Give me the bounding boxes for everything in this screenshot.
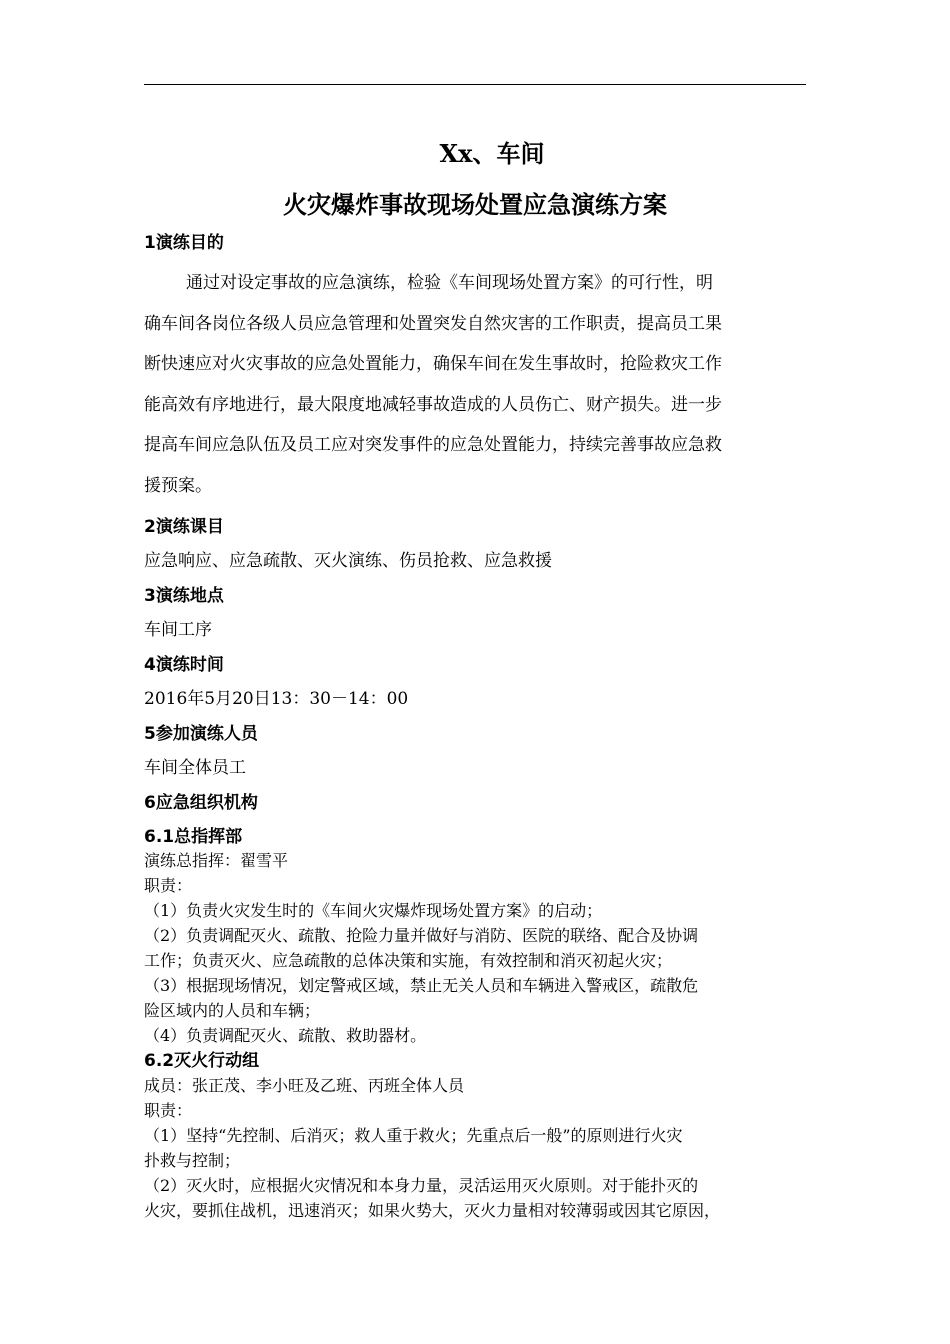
section-6-1-line: （1）负责火灾发生时的《车间火灾爆炸现场处置方案》的启动； xyxy=(144,901,603,920)
section-6-2-line: 火灾，要抓住战机，迅速消灭；如果火势大，灭火力量相对较薄弱或因其它原因， xyxy=(144,1201,721,1220)
section-6-2-line: 扑救与控制； xyxy=(144,1151,241,1170)
section-6-2-heading: 6.2灭火行动组 xyxy=(144,1051,260,1071)
section-2-heading: 2演练课目 xyxy=(144,517,224,537)
section-6-1-line: （3）根据现场情况，划定警戒区域，禁止无关人员和车辆进入警戒区，疏散危 xyxy=(144,976,699,995)
section-6-1-heading: 6.1总指挥部 xyxy=(144,827,243,847)
section-6-2-line: （1）坚持“先控制、后消灭；救人重于救火；先重点后一般”的原则进行火灾 xyxy=(144,1126,683,1145)
document-title-unit: Xx、车间 xyxy=(439,139,545,168)
section-6-1-line: 工作；负责灭火、应急疏散的总体决策和实施，有效控制和消灭初起火灾； xyxy=(144,951,673,970)
section-3-body: 车间工序 xyxy=(144,620,212,640)
paragraph-line: 通过对设定事故的应急演练，检验《车间现场处置方案》的可行性，明 xyxy=(186,273,713,293)
section-6-1-line: （4）负责调配灭火、疏散、救助器材。 xyxy=(144,1026,427,1045)
section-2-body: 应急响应、应急疏散、灭火演练、伤员抢救、应急救援 xyxy=(144,551,552,571)
paragraph-line: 能高效有序地进行，最大限度地减轻事故造成的人员伤亡、财产损失。进一步 xyxy=(144,394,722,415)
section-3-heading: 3演练地点 xyxy=(144,586,224,606)
document-title: 火灾爆炸事故现场处置应急演练方案 xyxy=(283,190,667,219)
paragraph-line: 确车间各岗位各级人员应急管理和处置突发自然灾害的工作职责，提高员工果 xyxy=(144,313,722,334)
paragraph-line: 提高车间应急队伍及员工应对突发事件的应急处置能力，持续完善事故应急救 xyxy=(144,435,722,455)
section-5-body: 车间全体员工 xyxy=(144,758,246,778)
section-6-1-line: （2）负责调配灭火、疏散、抢险力量并做好与消防、医院的联络、配合及协调 xyxy=(144,926,699,945)
section-6-2-line: 成员：张正茂、李小旺及乙班、丙班全体人员 xyxy=(144,1076,465,1095)
section-4-body: 2016年5月20日13：30－14：00 xyxy=(144,689,409,709)
section-6-2-line: 职责： xyxy=(144,1101,193,1120)
section-6-1-line: 职责： xyxy=(144,876,193,895)
header-rule xyxy=(144,84,806,85)
paragraph-line: 援预案。 xyxy=(144,475,212,496)
section-5-heading: 5参加演练人员 xyxy=(144,724,258,744)
section-6-1-line: 演练总指挥：翟雪平 xyxy=(144,851,289,870)
section-1-paragraph xyxy=(144,263,806,506)
section-4-heading: 4演练时间 xyxy=(144,655,224,675)
section-6-2-line: （2）灭火时，应根据火灾情况和本身力量，灵活运用灭火原则。对于能扑灭的 xyxy=(144,1176,699,1195)
section-6-1-line: 险区域内的人员和车辆； xyxy=(144,1001,321,1020)
paragraph-line: 断快速应对火灾事故的应急处置能力，确保车间在发生事故时，抢险救灾工作 xyxy=(144,354,722,374)
section-6-heading: 6应急组织机构 xyxy=(144,793,258,813)
section-1-heading: 1演练目的 xyxy=(144,233,224,253)
